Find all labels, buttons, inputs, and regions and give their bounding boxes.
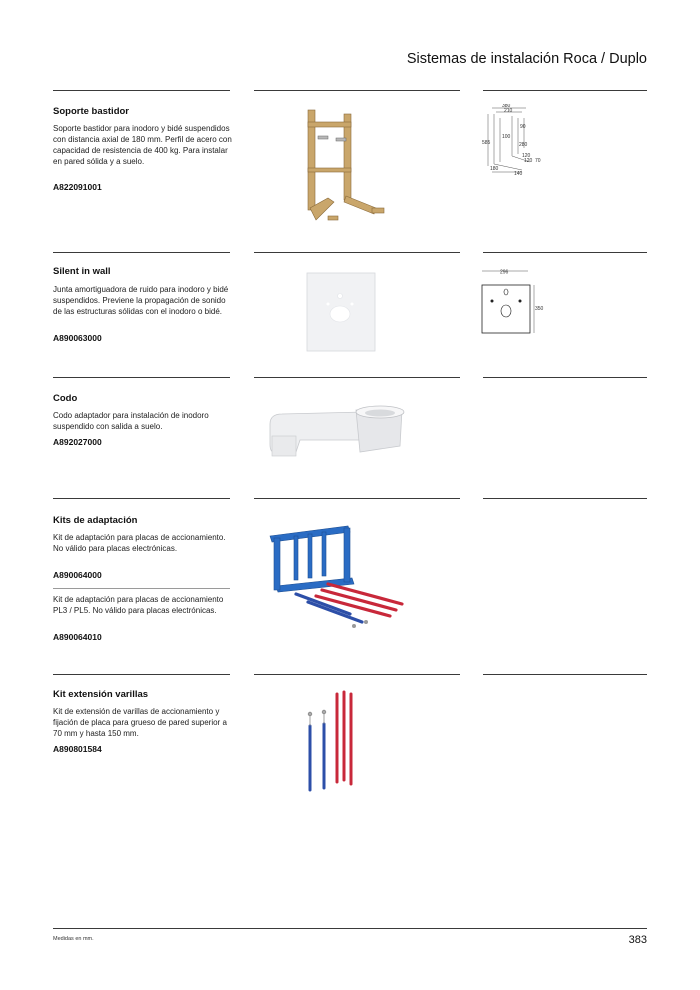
silent-in-wall-image: [306, 272, 376, 352]
section-rule: [53, 674, 230, 675]
section-description: Kit de adaptación para placas de accionamiento PL3 / PL5. No válido para placas electrónicas.: [53, 595, 224, 615]
product-code: A892027000: [53, 437, 102, 447]
footer-rule: [53, 928, 647, 929]
extension-rods-image: [300, 688, 362, 794]
dim-label: 120: [522, 153, 531, 159]
section-rule: [254, 377, 460, 378]
frame-support-image: [298, 108, 398, 228]
section-description: Codo adaptador para instalación de inodoro suspendido con salida a suelo.: [53, 411, 209, 431]
section-rule: [254, 90, 460, 91]
section-description: Junta amortiguadora de ruido para inodoro y bidé suspendidos. Previene la propagación de sonido de las estructuras sólidas con el inodoro o bidé.: [53, 285, 229, 316]
silent-pad-hole: [330, 306, 350, 322]
frame-dimension-diagram: [482, 104, 544, 176]
section-title: Codo: [53, 393, 78, 404]
frame-foot-plate: [372, 208, 384, 213]
codo-elbow-image: [264, 400, 414, 468]
subsection-rule: [53, 588, 230, 589]
dim-label: 90: [520, 124, 526, 130]
section-description: Soporte bastidor para inodoro y bidé suspendidos con distancia axial de 180 mm. Perfil de acero con capacidad de resistencia de 400 kg. Para instalar en pared sólida y a suelo.: [53, 124, 232, 166]
page-number: 383: [628, 934, 647, 946]
footnote: Medidas en mm.: [53, 936, 94, 942]
silent-dimension-diagram: [478, 265, 548, 335]
section-description: Kit de extensión de varillas de accionamiento y fijación de placa para grueso de pared superior a 70 mm y hasta 150 mm.: [53, 707, 227, 738]
page-title: Sistemas de instalación Roca / Duplo: [406, 51, 647, 67]
dim-label: 100: [502, 134, 511, 140]
kit-frame-bar: [322, 532, 326, 576]
frame-crossbar-top: [308, 122, 351, 127]
kit-frame-bar: [276, 578, 354, 592]
section-rule: [483, 674, 647, 675]
kit-frame-bar: [308, 534, 312, 578]
dim-label: 585: [482, 140, 491, 146]
frame-crossbar-mid: [308, 168, 351, 172]
silent-pad-hole: [351, 303, 354, 306]
dim-label: 210: [504, 108, 513, 114]
dim-label: 180: [490, 166, 499, 172]
section-rule: [483, 90, 647, 91]
section-title: Silent in wall: [53, 266, 111, 277]
section-rule: [254, 498, 460, 499]
section-rule: [53, 498, 230, 499]
frame-foot-plate: [328, 216, 338, 220]
section-rule: [483, 498, 647, 499]
product-code: A890801584: [53, 744, 102, 754]
section-rule: [254, 252, 460, 253]
dim-label: 350: [535, 306, 544, 312]
dim-label: 280: [519, 142, 528, 148]
section-rule: [53, 90, 230, 91]
section-rule: [53, 252, 230, 253]
kit-frame-bar: [344, 528, 350, 582]
adaptation-kit-image: [266, 522, 412, 630]
kit-screw: [352, 624, 356, 628]
dim-label: 380: [502, 104, 511, 109]
section-title: Kits de adaptación: [53, 515, 138, 526]
section-description: Kit de adaptación para placas de accionamiento. No válido para placas electrónicas.: [53, 533, 226, 553]
dim-label: 120: [524, 158, 533, 164]
frame-foot-right: [344, 196, 376, 214]
silent-pad-hole: [327, 303, 330, 306]
frame-bolt: [336, 138, 346, 141]
silent-pad-hole: [338, 294, 343, 299]
section-title: Soporte bastidor: [53, 106, 130, 117]
dim-label: 296: [500, 269, 509, 276]
section-rule: [53, 377, 230, 378]
section-rule: [254, 674, 460, 675]
kit-frame-bar: [294, 536, 298, 580]
product-code: A822091001: [53, 182, 102, 192]
section-rule: [483, 377, 647, 378]
dim-label: 140: [514, 171, 523, 176]
product-code: A890064010: [53, 632, 102, 642]
frame-bolt: [318, 136, 328, 139]
kit-frame-bar: [274, 538, 280, 590]
product-code: A890063000: [53, 333, 102, 343]
section-rule: [483, 252, 647, 253]
kit-screw: [364, 620, 368, 624]
product-code: A890064000: [53, 570, 102, 580]
dim-label: 70: [535, 158, 541, 164]
section-title: Kit extensión varillas: [53, 689, 149, 700]
